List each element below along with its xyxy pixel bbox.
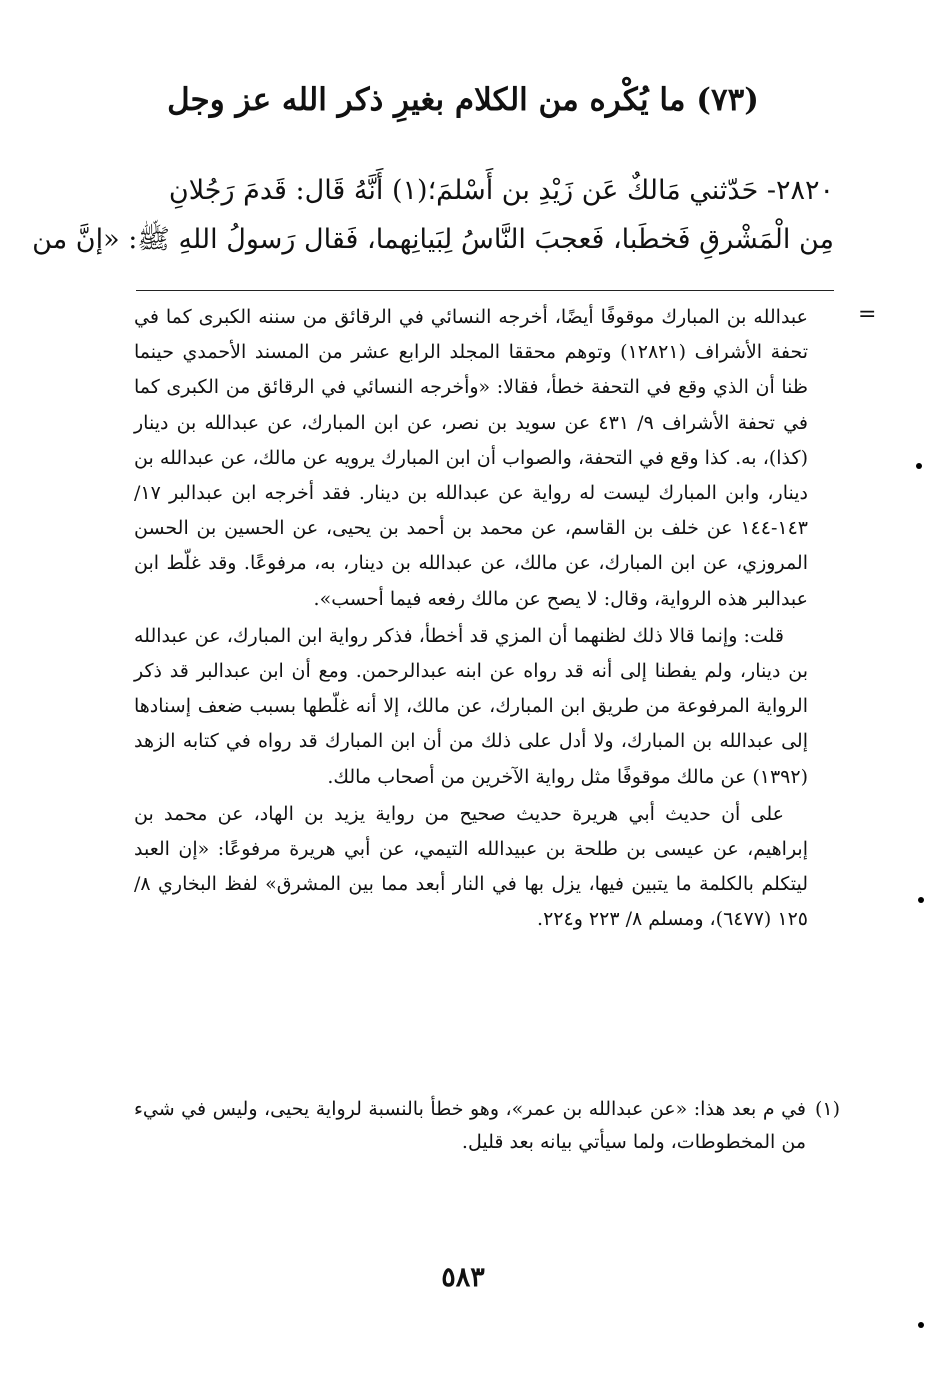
margin-dot xyxy=(916,463,922,469)
hadith-text xyxy=(32,166,834,264)
hadith-line-1: ٢٨٢٠- حَدّثني مَالكٌ عَن زَيْدِ بن أَسْلمَ؛(١) أَنَّهُ قَال: قَدمَ رَجُلانِ xyxy=(168,175,834,206)
margin-dot xyxy=(918,1322,924,1328)
continuation-mark: = xyxy=(858,302,877,327)
hadith-line-2: مِن الْمَشْرقِ فَخطَبا، فَعجبَ النَّاسُ لِبَيانِهما، فَقال رَسولُ اللهِ ﷺ: «إنَّ من xyxy=(32,224,834,255)
footnote xyxy=(134,1093,840,1159)
note-paragraph-3: على أن حديث أبي هريرة حديث صحيح من رواية يزيد بن الهاد، عن محمد بن إبراهيم، عن عيسى بن طلحة بن عبيدالله التيمي، عن أبي هريرة مرفوعًا: «إن العبد ليتكلم بالكلمة ما يتبين فيها، يزل بها في النار أبعد مما بين المشرق» لفظ البخاري ٨/ ١٢٥ (٦٤٧٧)، ومسلم ٨/ ٢٢٣ و٢٢٤. xyxy=(134,802,808,931)
note-paragraph-1: عبدالله بن المبارك موقوفًا أيضًا، أخرجه النسائي في الرقائق من سننه الكبرى كما في تحفة الأشراف (١٢٨٢١) وتوهم محققا المجلد الرابع عشر من المسند الأحمدي حينما ظنا أن الذي وقع في التحفة خطأ، فقالا: «وأخرجه النسائي في الرقائق من الكبرى كما في تحفة الأشراف ٩/ ٤٣١ عن سويد بن نصر، عن ابن المبارك، عن عبدالله بن دينار (كذا)، به. كذا وقع في التحفة، والصواب أن ابن المبارك يرويه عن مالك، عن عبدالله بن دينار، وابن المبارك ليست له رواية عن عبدالله بن دينار. فقد أخرجه ابن عبدالبر ١٧/ ١٤٣-١٤٤ عن خلف بن القاسم، عن محمد بن أحمد بن يحيى، عن الحسين بن الحسن المروزي، عن ابن المبارك، عن مالك، عن عبدالله بن دينار، به، مرفوعًا. وقد غلّط ابن عبدالبر هذه الرواية، وقال: لا يصح عن مالك رفعه فيما أحسب». xyxy=(134,306,808,610)
footnote-text: في م بعد هذا: «عن عبدالله بن عمر»، وهو خطأ بالنسبة لرواية يحيى، وليس في شيء من المخطوطات، ولما سيأتي بيانه بعد قليل. xyxy=(134,1098,806,1153)
chapter-title: (٧٣) ما يُكْره من الكلام بغيرِ ذكر الله عز وجل xyxy=(167,82,759,118)
page-number: ٥٨٣ xyxy=(441,1262,485,1293)
margin-dot xyxy=(918,897,924,903)
notes-section xyxy=(134,300,808,938)
footnote-separator xyxy=(136,290,834,291)
footnote-number: (١) xyxy=(814,1098,840,1120)
note-paragraph-2: قلت: وإنما قالا ذلك لظنهما أن المزي قد أخطأ، فذكر رواية ابن المبارك، عن عبدالله بن دينار، ولم يفطنا إلى أنه قد رواه عن ابنه عبدالرحمن. ومع أن ابن عبدالبر قد ذكر الرواية المرفوعة من طريق ابن المبارك، عن مالك، إلا أنه غلّطها بسبب ضعف إسنادها إلى عبدالله بن المبارك، ولا أدل على ذلك من أن ابن المبارك قد رواه في كتابه الزهد (١٣٩٢) عن مالك موقوفًا مثل رواية الآخرين من أصحاب مالك. xyxy=(134,624,808,788)
